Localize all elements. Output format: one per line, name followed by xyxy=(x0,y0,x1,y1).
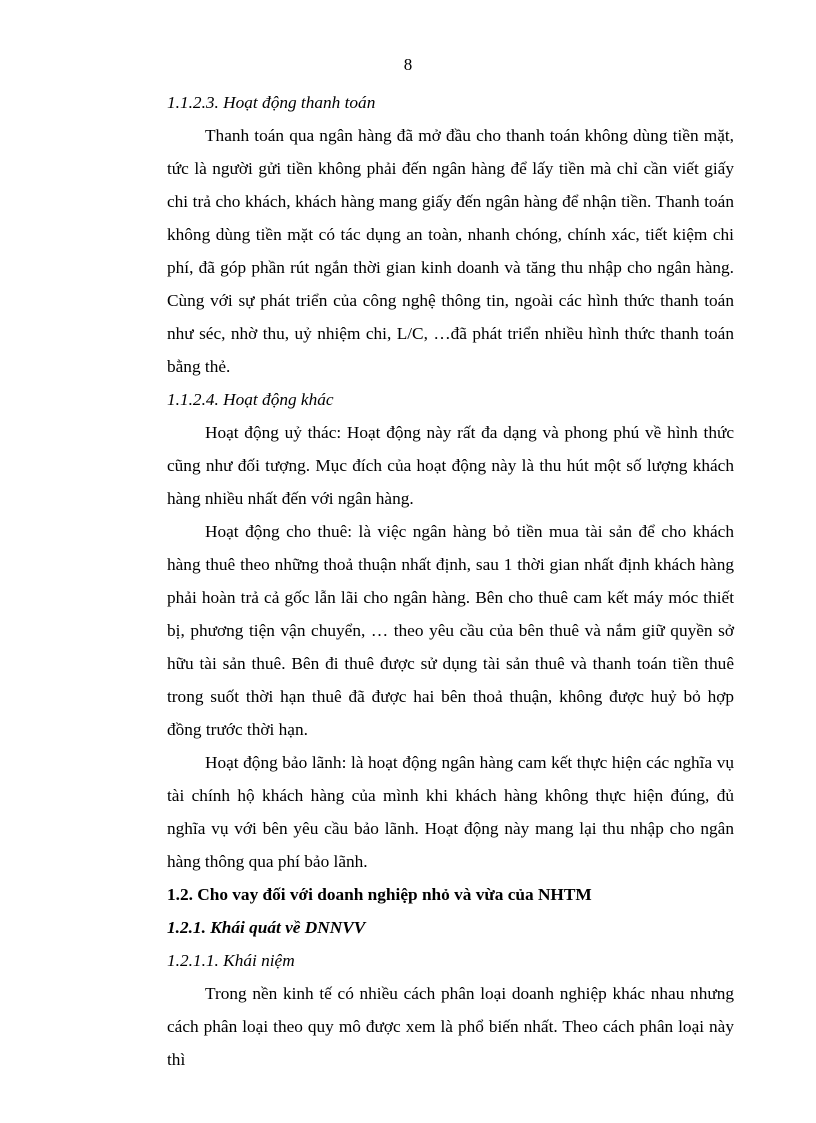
heading-1-1-2-3: 1.1.2.3. Hoạt động thanh toán xyxy=(167,93,376,112)
paragraph-thanh-toan: Thanh toán qua ngân hàng đã mở đầu cho thanh toán không dùng tiền mặt, tức là người gửi tiền không phải đến ngân hàng để lấy tiền mà chỉ cần viết giấy chi trả cho khách, khách hàng mang giấy đến ngân hàng để nhận tiền. Thanh toán không dùng tiền mặt có tác dụng an toàn, nhanh chóng, chính xác, tiết kiệm chi phí, đã góp phần rút ngắn thời gian kinh doanh và tăng thu nhập cho ngân hàng. Cùng với sự phát triển của công nghệ thông tin, ngoài các hình thức thanh toán như séc, nhờ thu, uỷ nhiệm chi, L/C, …đã phát triển nhiều hình thức thanh toán bằng thẻ. xyxy=(167,126,734,376)
document-body xyxy=(167,86,734,1076)
heading-1-1-2-4: 1.1.2.4. Hoạt động khác xyxy=(167,390,334,409)
page-number: 8 xyxy=(403,55,413,74)
heading-1-2-1-1: 1.2.1.1. Khái niệm xyxy=(167,951,295,970)
heading-1-2: 1.2. Cho vay đối với doanh nghiệp nhỏ và vừa của NHTM xyxy=(167,885,592,904)
paragraph-bao-lanh: Hoạt động bảo lãnh: là hoạt động ngân hàng cam kết thực hiện các nghĩa vụ tài chính hộ khách hàng của mình khi khách hàng không thực hiện đúng, đủ nghĩa vụ với bên yêu cầu bảo lãnh. Hoạt động này mang lại thu nhập cho ngân hàng thông qua phí bảo lãnh. xyxy=(167,753,734,871)
paragraph-khai-niem: Trong nền kinh tế có nhiều cách phân loại doanh nghiệp khác nhau nhưng cách phân loại theo quy mô được xem là phổ biến nhất. Theo cách phân loại này thì xyxy=(167,984,734,1069)
paragraph-uy-thac: Hoạt động uỷ thác: Hoạt động này rất đa dạng và phong phú về hình thức cũng như đối tượng. Mục đích của hoạt động này là thu hút một số lượng khách hàng nhiều nhất đến với ngân hàng. xyxy=(167,423,734,508)
heading-1-2-1: 1.2.1. Khái quát về DNNVV xyxy=(167,918,366,937)
paragraph-cho-thue: Hoạt động cho thuê: là việc ngân hàng bỏ tiền mua tài sản để cho khách hàng thuê theo những thoả thuận nhất định, sau 1 thời gian nhất định khách hàng phải hoàn trả cả gốc lẫn lãi cho ngân hàng. Bên cho thuê cam kết máy móc thiết bị, phương tiện vận chuyển, … theo yêu cầu của bên thuê và nắm giữ quyền sở hữu tài sản thuê. Bên đi thuê được sử dụng tài sản thuê và thanh toán tiền thuê trong suốt thời hạn thuê đã được hai bên thoả thuận, không được huỷ bỏ hợp đồng trước thời hạn. xyxy=(167,522,734,739)
